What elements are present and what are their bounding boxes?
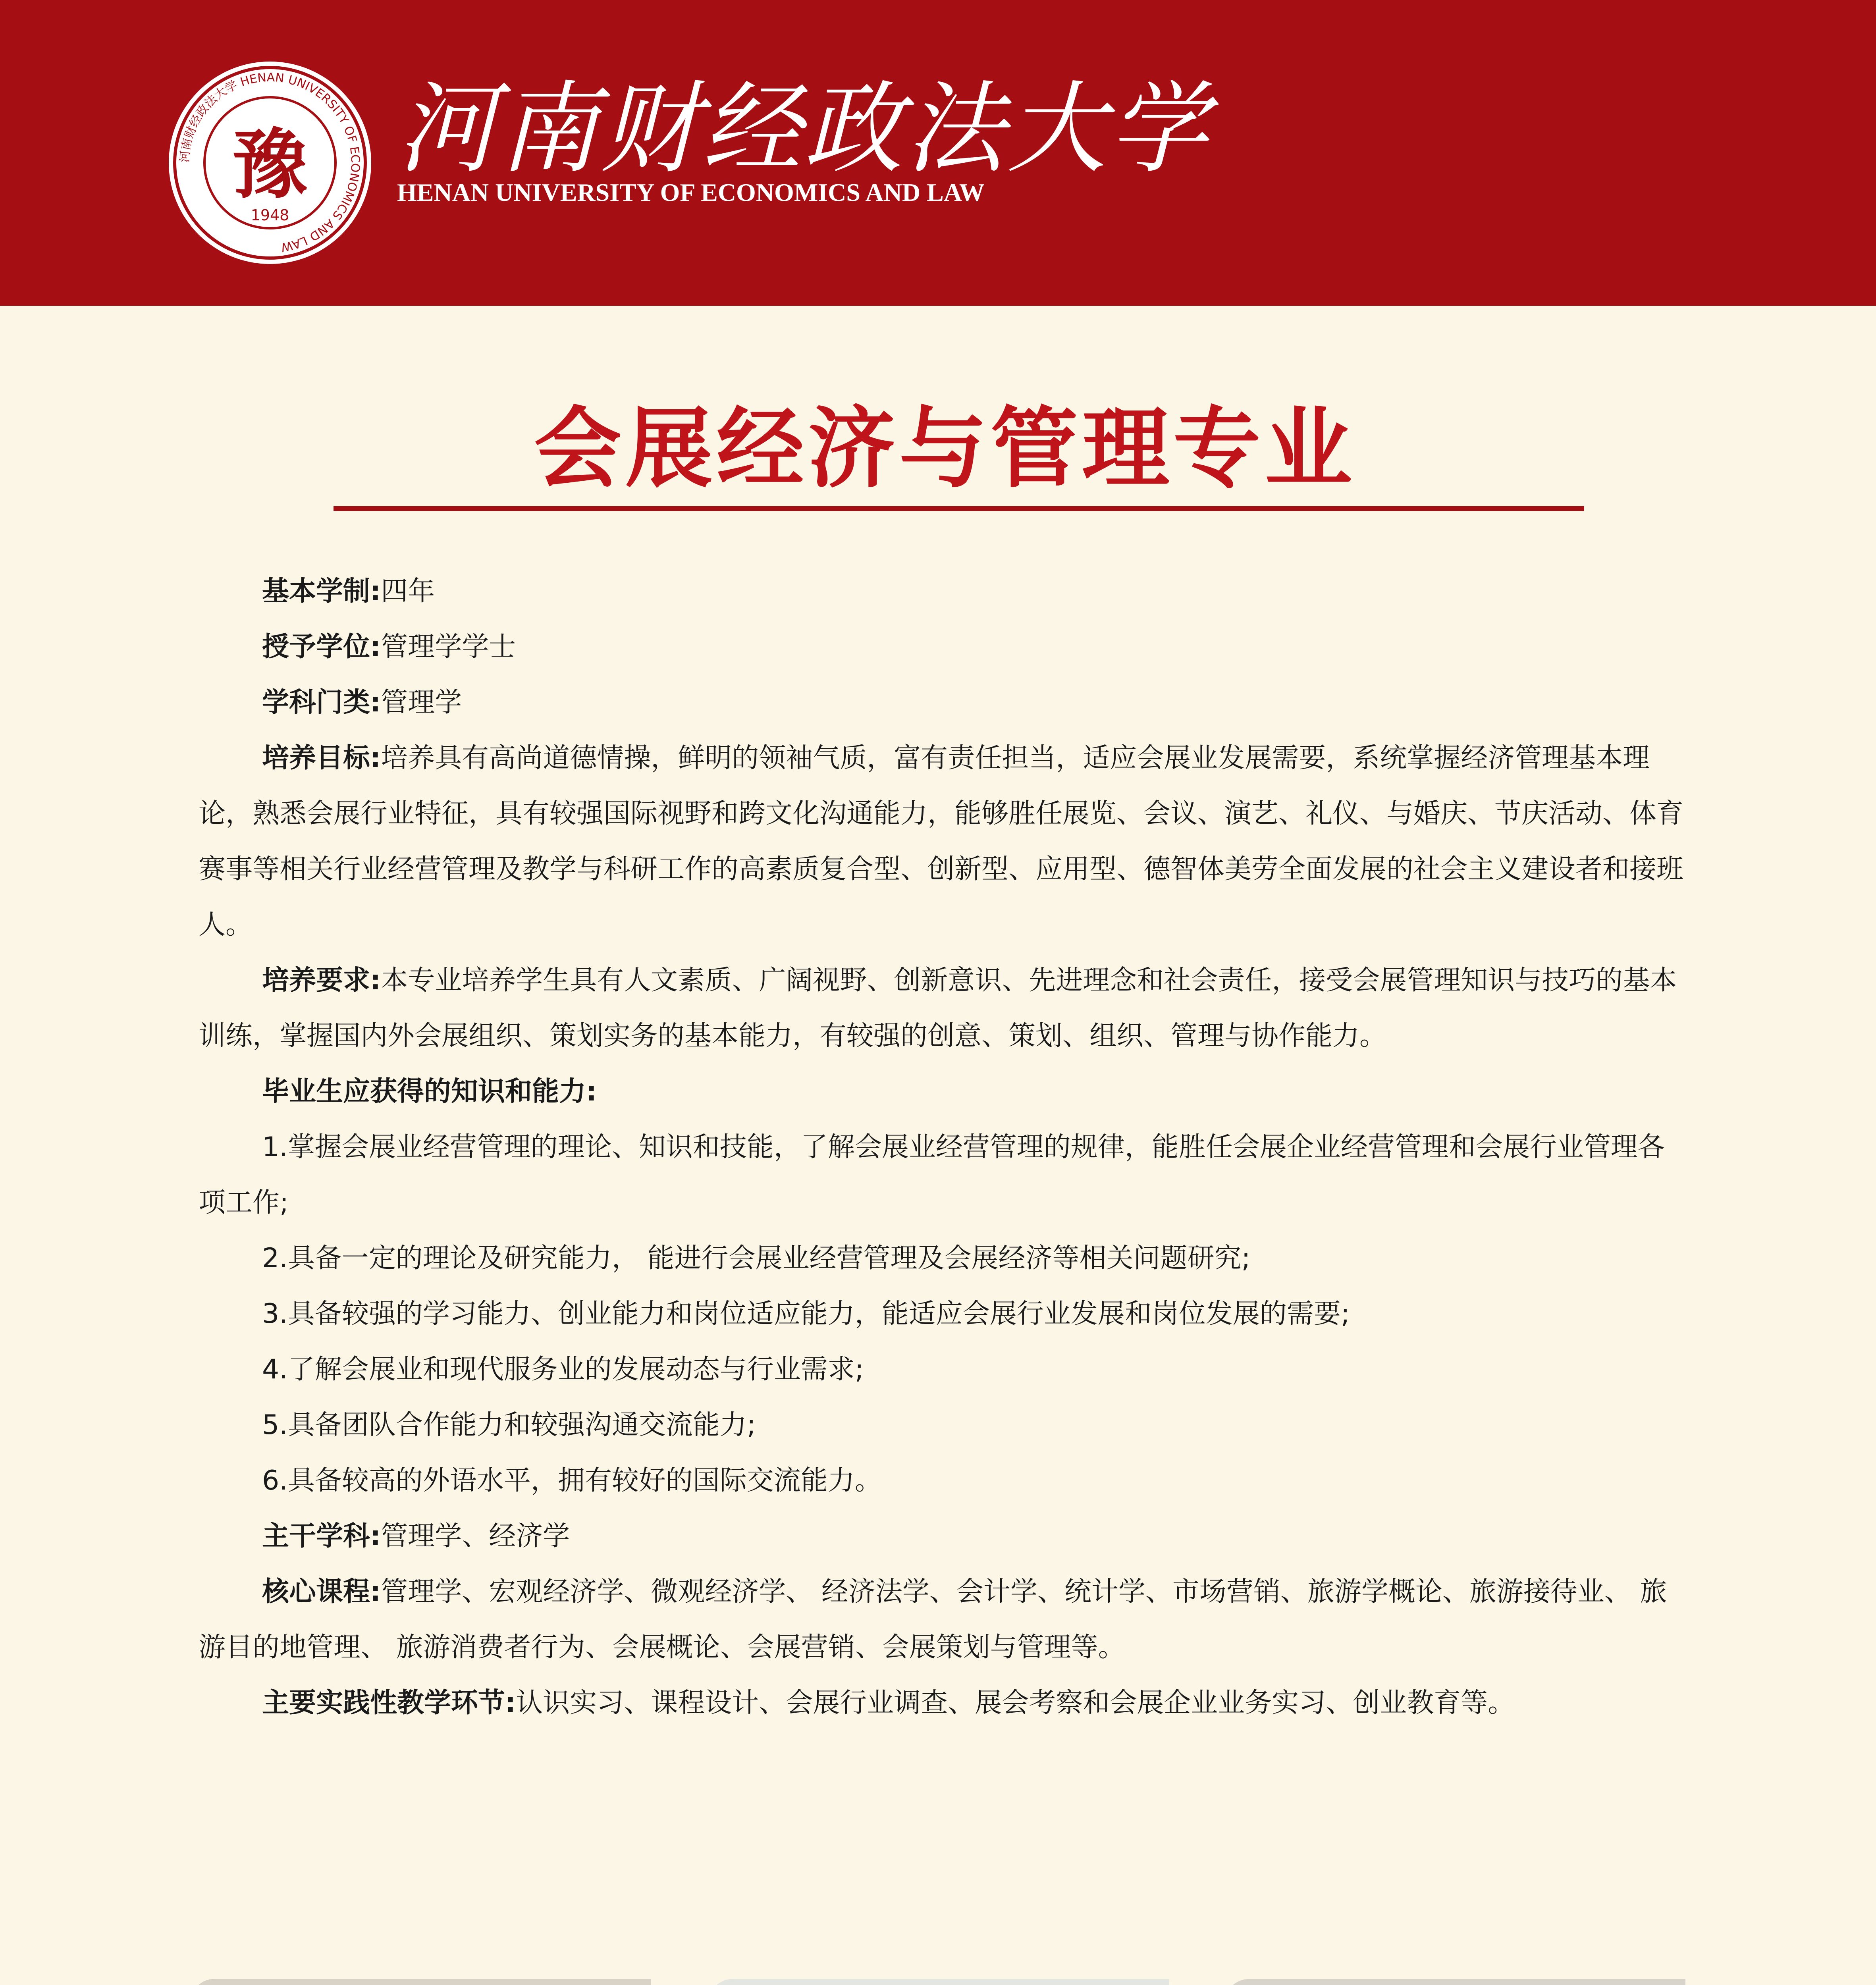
program-content bbox=[199, 564, 1687, 1731]
item-duration: 基本学制:四年 bbox=[262, 576, 435, 607]
photo-forum-auditorium bbox=[191, 1979, 651, 1985]
photo-staircase-group bbox=[709, 1979, 1169, 1985]
item-main-subjects: 主干学科:管理学、经济学 bbox=[262, 1521, 570, 1552]
ability-item: 6.具备较高的外语水平，拥有较好的国际交流能力。 bbox=[262, 1465, 882, 1496]
item-discipline: 学科门类:管理学 bbox=[262, 687, 462, 718]
university-name-cn: 河南财经政法大学 bbox=[397, 71, 1210, 187]
page-title: 会展经济与管理专业 bbox=[534, 398, 1356, 499]
photo-indoor-group bbox=[1225, 1979, 1685, 1985]
item-practice: 主要实践性教学环节:认识实习、课程设计、会展行业调查、展会考察和会展企业业务实习、创业教育等。 bbox=[262, 1687, 1515, 1719]
item-requirements: 培养要求:本专业培养学生具有人文素质、广阔视野、创新意识、先进理念和社会责任，接受会展管理知识与技巧的基本训练，掌握国内外会展组织、策划实务的基本能力，有较强的创意、策划、组织、管理与协作能力。 bbox=[199, 965, 1677, 1052]
abilities-heading: 毕业生应获得的知识和能力: bbox=[262, 1076, 597, 1107]
ability-item: 4.了解会展业和现代服务业的发展动态与行业需求; bbox=[262, 1354, 864, 1385]
ability-item: 5.具备团队合作能力和较强沟通交流能力; bbox=[262, 1409, 756, 1441]
svg-text:河南财经政法大学 HENAN UNIVERSITY OF E: 河南财经政法大学 HENAN UNIVERSITY OF ECONOMICS AND LAW bbox=[177, 70, 362, 254]
university-seal-logo bbox=[167, 60, 373, 266]
seal-year: 1948 bbox=[251, 206, 289, 224]
title-underline bbox=[334, 506, 1584, 511]
item-objective: 培养目标:培养具有高尚道德情操，鲜明的领袖气质，富有责任担当，适应会展业发展需要，系统掌握经济管理基本理论，熟悉会展行业特征，具有较强国际视野和跨文化沟通能力，能够胜任展览、会议、演艺、礼仪、与婚庆、节庆活动、体育赛事等相关行业经营管理及教学与科研工作的高素质复合型、创新型、应用型、德智体美劳全面发展的社会主义建设者和接班人。 bbox=[199, 742, 1684, 940]
university-name-en: HENAN UNIVERSITY OF ECONOMICS AND LAW bbox=[397, 178, 985, 206]
seal-glyph: 豫 bbox=[232, 120, 308, 208]
item-degree: 授予学位:管理学学士 bbox=[262, 631, 516, 663]
ability-item: 3.具备较强的学习能力、创业能力和岗位适应能力，能适应会展行业发展和岗位发展的需要; bbox=[262, 1298, 1350, 1330]
ability-item: 2.具备一定的理论及研究能力， 能进行会展业经营管理及会展经济等相关问题研究; bbox=[262, 1243, 1251, 1274]
ability-item: 1.掌握会展业经营管理的理论、知识和技能，了解会展业经营管理的规律，能胜任会展企业经营管理和会展行业管理各项工作; bbox=[199, 1131, 1665, 1218]
item-core-courses: 核心课程:管理学、宏观经济学、微观经济学、 经济法学、会计学、统计学、市场营销、旅游学概论、旅游接待业、 旅游目的地管理、 旅游消费者行为、会展概论、会展营销、会展策划与管理等。 bbox=[199, 1576, 1667, 1663]
